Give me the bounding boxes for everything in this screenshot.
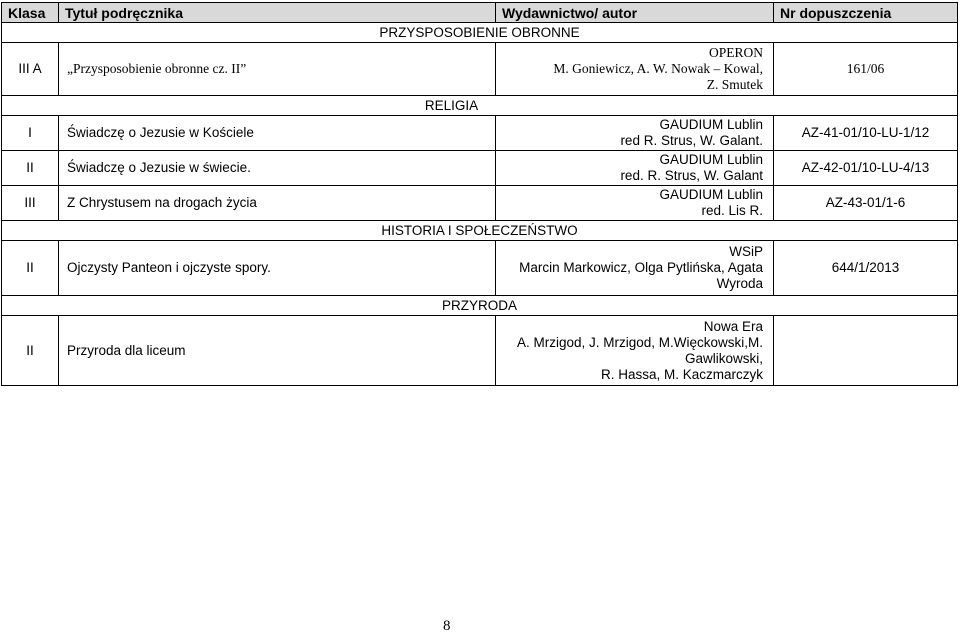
nr-cell: [774, 316, 958, 386]
publisher-line: GAUDIUM Lublin: [659, 187, 763, 202]
nr-cell: AZ-42-01/10-LU-4/13: [774, 151, 958, 186]
section-przysposobienie: PRZYSPOSOBIENIE OBRONNE: [2, 23, 958, 43]
klasa-cell: II: [2, 151, 59, 186]
table-row: [2, 151, 958, 186]
publisher-cell: [496, 316, 774, 386]
publisher-line: Z. Smutek: [706, 77, 763, 92]
publisher-cell: [496, 116, 774, 151]
table-row: [2, 43, 958, 96]
section-row: [2, 23, 958, 43]
title-cell: Świadczę o Jezusie w świecie.: [59, 151, 496, 186]
nr-cell: AZ-41-01/10-LU-1/12: [774, 116, 958, 151]
title-cell: Przyroda dla liceum: [59, 316, 496, 386]
section-row: [2, 96, 958, 116]
publisher-line: red. Lis R.: [701, 203, 763, 218]
title-cell: Ojczysty Panteon i ojczyste spory.: [59, 241, 496, 296]
publisher-line: WSiP: [729, 244, 763, 259]
nr-cell: AZ-43-01/1-6: [774, 186, 958, 221]
publisher-line: red R. Strus, W. Galant.: [620, 133, 763, 148]
page-number: 8: [443, 618, 451, 634]
table-row: [2, 316, 958, 386]
publisher-cell: [496, 241, 774, 296]
publisher-cell: [496, 151, 774, 186]
publisher-line: Wyroda: [716, 276, 763, 291]
header-tytul: Tytuł podręcznika: [59, 3, 496, 23]
publisher-line: red. R. Strus, W. Galant: [620, 168, 763, 183]
header-wydawnictwo: Wydawnictwo/ autor: [496, 3, 774, 23]
klasa-cell: II: [2, 241, 59, 296]
klasa-cell: III A: [2, 43, 59, 96]
title-cell: Świadczę o Jezusie w Kościele: [59, 116, 496, 151]
publisher-line: Marcin Markowicz, Olga Pytlińska, Agata: [519, 260, 763, 275]
table-row: [2, 116, 958, 151]
nr-cell: 161/06: [774, 43, 958, 96]
table-row: [2, 186, 958, 221]
section-row: [2, 221, 958, 241]
table-row: [2, 241, 958, 296]
section-row: [2, 296, 958, 316]
publisher-line: M. Goniewicz, A. W. Nowak – Kowal,: [553, 61, 763, 76]
publisher-line: GAUDIUM Lublin: [659, 152, 763, 167]
publisher-cell: [496, 186, 774, 221]
section-religia: RELIGIA: [2, 96, 958, 116]
title-cell: „Przysposobienie obronne cz. II”: [59, 43, 496, 96]
klasa-cell: II: [2, 316, 59, 386]
header-row: [2, 3, 958, 23]
klasa-cell: III: [2, 186, 59, 221]
publisher-line: GAUDIUM Lublin: [659, 117, 763, 132]
nr-cell: 644/1/2013: [774, 241, 958, 296]
header-klasa: Klasa: [2, 3, 59, 23]
publisher-cell: [496, 43, 774, 96]
publisher-line: Nowa Era: [703, 318, 763, 334]
section-przyroda: PRZYRODA: [2, 296, 958, 316]
publisher-line: R. Hassa, M. Kaczmarczyk: [600, 366, 763, 382]
klasa-cell: I: [2, 116, 59, 151]
textbook-table: [1, 2, 958, 386]
header-nr: Nr dopuszczenia: [774, 3, 958, 23]
section-historia: HISTORIA I SPOŁECZEŃSTWO: [2, 221, 958, 241]
publisher-line: OPERON: [708, 45, 763, 60]
title-cell: Z Chrystusem na drogach życia: [59, 186, 496, 221]
publisher-line: A. Mrzigod, J. Mrzigod, M.Więckowski,M.: [516, 334, 763, 350]
publisher-line: Gawlikowski,: [684, 350, 763, 366]
